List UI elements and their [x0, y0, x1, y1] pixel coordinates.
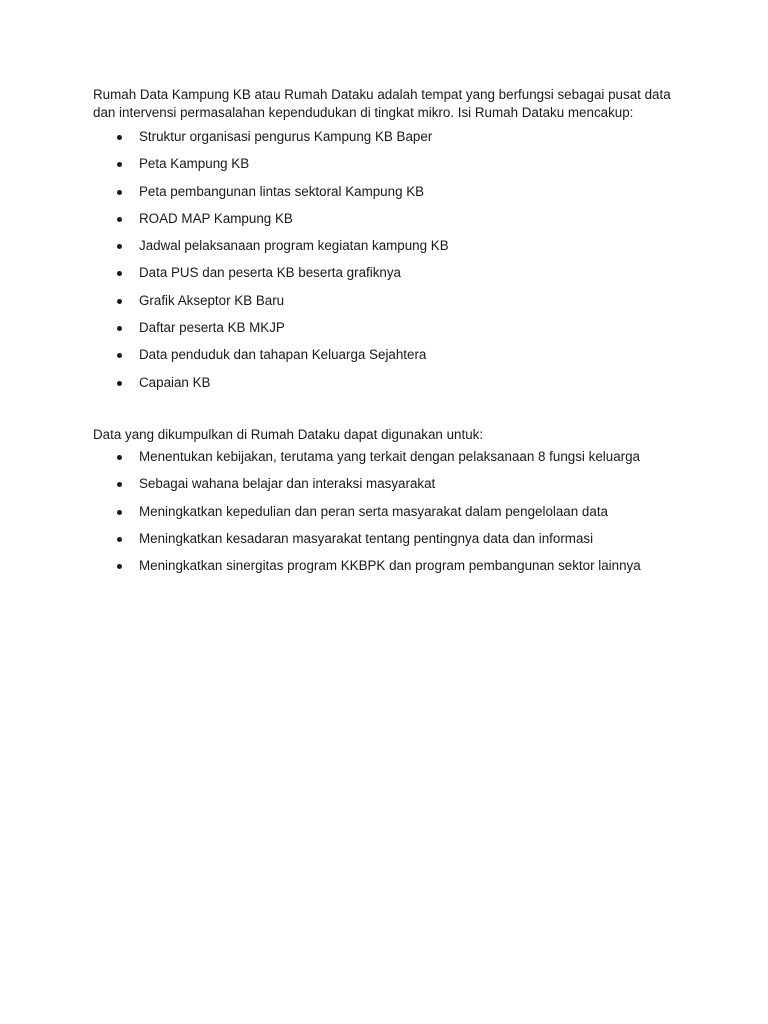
list-item-text: Capaian KB: [139, 374, 211, 390]
list-item: [93, 319, 683, 346]
bullet-icon: [117, 190, 122, 195]
list-item-text: Peta Kampung KB: [139, 156, 250, 172]
list-item: [93, 264, 683, 291]
list-item: [93, 448, 683, 475]
list-item-text: Grafik Akseptor KB Baru: [139, 292, 285, 308]
list-item-text: Meningkatkan kepedulian dan peran serta masyarakat dalam pengelolaan data: [139, 503, 608, 519]
list-item: [93, 155, 683, 182]
list-item-text: Peta pembangunan lintas sektoral Kampung KB: [139, 183, 425, 199]
list-item-text: Menentukan kebijakan, terutama yang terkait dengan pelaksanaan 8 fungsi keluarga: [139, 448, 640, 464]
list-item-text: Data PUS dan peserta KB beserta grafiknya: [139, 265, 402, 281]
bullet-icon: [117, 299, 122, 304]
list-item-text: ROAD MAP Kampung KB: [139, 210, 293, 226]
list-item: [93, 237, 683, 264]
contents-list: [93, 128, 683, 401]
list-item-text: Data penduduk dan tahapan Keluarga Sejahtera: [139, 347, 427, 363]
list-item: [93, 210, 683, 237]
list-item-text: Meningkatkan kesadaran masyarakat tentang pentingnya data dan informasi: [139, 530, 594, 546]
list-item: [93, 346, 683, 373]
document-body: [93, 86, 683, 584]
uses-list: [93, 448, 683, 584]
list-item: [93, 128, 683, 155]
bullet-icon: [117, 537, 122, 542]
bullet-icon: [117, 482, 122, 487]
bullet-icon: [117, 326, 122, 331]
bullet-icon: [117, 217, 122, 222]
bullet-icon: [117, 381, 122, 386]
list-item-text: Daftar peserta KB MKJP: [139, 320, 285, 336]
list-item-text: Meningkatkan sinergitas program KKBPK dan program pembangunan sektor lainnya: [139, 558, 641, 574]
uses-paragraph: Data yang dikumpulkan di Rumah Dataku dapat digunakan untuk:: [93, 426, 484, 442]
list-item-text: Jadwal pelaksanaan program kegiatan kampung KB: [139, 238, 449, 254]
list-item-text: Struktur organisasi pengurus Kampung KB Baper: [139, 129, 433, 144]
list-item: [93, 530, 683, 557]
list-item: [93, 475, 683, 502]
list-item: [93, 374, 683, 401]
intro-paragraph: Rumah Data Kampung KB atau Rumah Dataku adalah tempat yang berfungsi sebagai pusat data dan intervensi permasalahan kependudukan di tingkat mikro. Isi Rumah Dataku mencakup:: [93, 87, 671, 120]
bullet-icon: [117, 353, 122, 358]
list-item-text: Sebagai wahana belajar dan interaksi masyarakat: [139, 476, 436, 492]
bullet-icon: [117, 564, 122, 569]
list-item: [93, 183, 683, 210]
bullet-icon: [117, 271, 122, 276]
list-item: [93, 292, 683, 319]
bullet-icon: [117, 244, 122, 249]
bullet-icon: [117, 510, 122, 515]
list-item: [93, 557, 683, 584]
list-item: [93, 503, 683, 530]
bullet-icon: [117, 135, 122, 140]
bullet-icon: [117, 455, 122, 460]
bullet-icon: [117, 162, 122, 167]
